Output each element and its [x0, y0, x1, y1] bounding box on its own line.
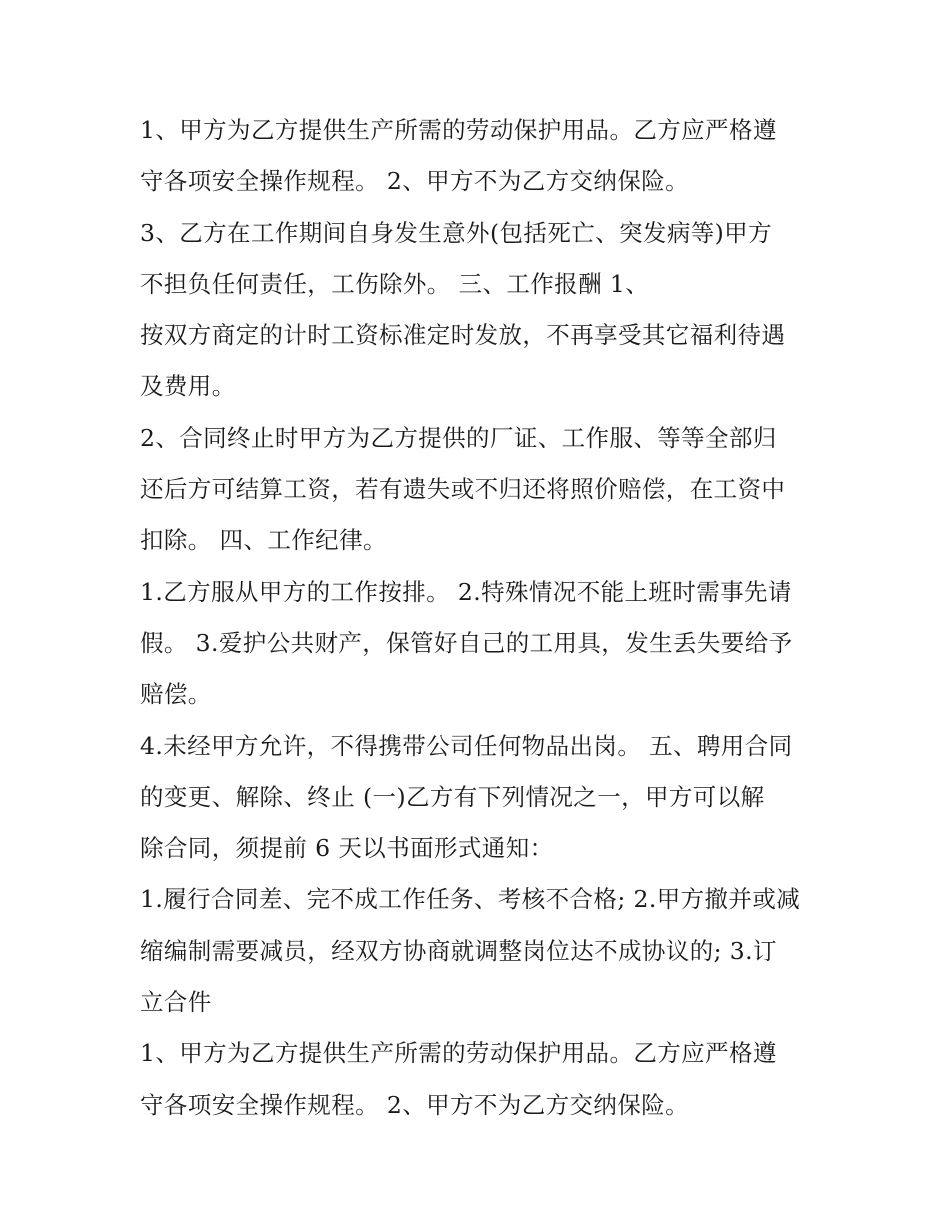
text-line: 还后方可结算工资，若有遗失或不归还将照价赔偿，在工资中 [140, 475, 786, 504]
text-line: 4.未经甲方允许，不得携带公司任何物品出岗。 五、聘用合同 [140, 731, 793, 760]
document-body [140, 108, 820, 1134]
text-line: 不担负任何责任，工伤除外。 三、工作报酬 1、 [140, 269, 650, 298]
text-line: 假。 3.爱护公共财产，保管好自己的工用具，发生丢失要给予 [140, 628, 793, 657]
text-line: 立合件 [140, 988, 212, 1017]
text-line: 1.乙方服从甲方的工作按排。 2.特殊情况不能上班时需事先请 [140, 577, 792, 606]
text-line: 赔偿。 [140, 680, 212, 709]
text-line: 扣除。 四、工作纪律。 [140, 526, 387, 555]
text-line: 守各项安全操作规程。 2、甲方不为乙方交纳保险。 [140, 1090, 690, 1119]
text-line: 的变更、解除、终止 (一)乙方有下列情况之一，甲方可以解 [140, 782, 765, 811]
text-line: 2、合同终止时甲方为乙方提供的厂证、工作服、等等全部归 [140, 423, 777, 452]
text-line: 缩编制需要减员，经双方协商就调整岗位达不成协议的; 3.订 [140, 936, 777, 965]
text-line: 除合同，须提前 6 天以书面形式通知： [140, 834, 554, 863]
text-line: 1.履行合同差、完不成工作任务、考核不合格; 2.甲方撤并或减 [140, 885, 801, 914]
text-line: 3、乙方在工作期间自身发生意外(包括死亡、突发病等)甲方 [140, 218, 772, 247]
text-line: 按双方商定的计时工资标准定时发放，不再享受其它福利待遇 [140, 321, 786, 350]
text-line: 1、甲方为乙方提供生产所需的劳动保护用品。乙方应严格遵 [140, 1039, 777, 1068]
text-line: 及费用。 [140, 372, 236, 401]
text-line: 守各项安全操作规程。 2、甲方不为乙方交纳保险。 [140, 167, 690, 196]
text-line: 1、甲方为乙方提供生产所需的劳动保护用品。乙方应严格遵 [140, 116, 777, 144]
